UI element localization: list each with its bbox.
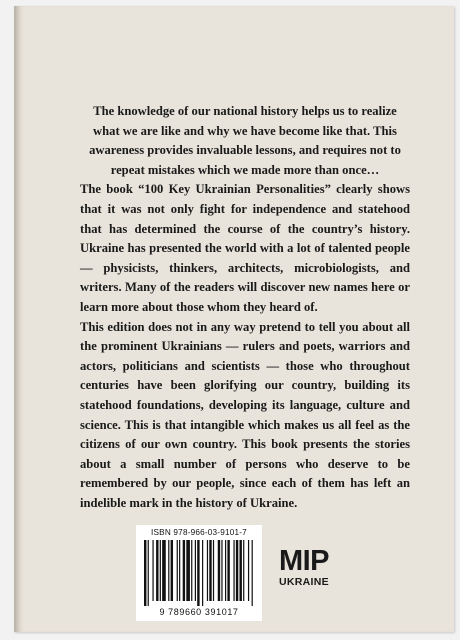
blurb-paragraph-3: This edition does not in any way pretend to tell you about all the prominent Ukrainians — rulers and poets, warriors and actors, politicians and scientists — those who throughout centuries have been glorifying our country, building its statehood foundations, developing its language, culture and science. This is that intangible which makes us all feel as the citizens of our own country. This book presents the stories about a small number of persons who deserve to be remembered by our people, since each of them has left an indelible mark in the history of Ukraine. bbox=[80, 319, 410, 510]
isbn-text: ISBN 978-966-03-9101-7 bbox=[151, 528, 247, 537]
blurb-text bbox=[80, 102, 410, 513]
blurb-paragraph-2: The book “100 Key Ukrainian Personalities” clearly shows that it was not only fight for independence and statehood that has determined the course of the country’s history. Ukraine has presented the world with a lot of talented people — physicists, thinkers, architects, microbiologists, and writers. Many of the readers will discover new names here or learn more about those whom they heard of. bbox=[80, 182, 410, 314]
publisher-logo-subtext: UKRAINE bbox=[279, 576, 329, 588]
publisher-logo bbox=[274, 546, 334, 588]
back-cover bbox=[14, 6, 454, 632]
publisher-logo-text: MIP bbox=[278, 545, 330, 577]
barcode-label bbox=[136, 525, 262, 621]
barcode-icon bbox=[144, 540, 254, 606]
blurb-paragraph-1: The knowledge of our national history helps us to realize what we are like and why we have become like that. This awareness provides invaluable lessons, and requires not to repeat mistakes which we made more than once… bbox=[89, 104, 401, 177]
barcode-digits: 9 789660 391017 bbox=[159, 607, 239, 617]
